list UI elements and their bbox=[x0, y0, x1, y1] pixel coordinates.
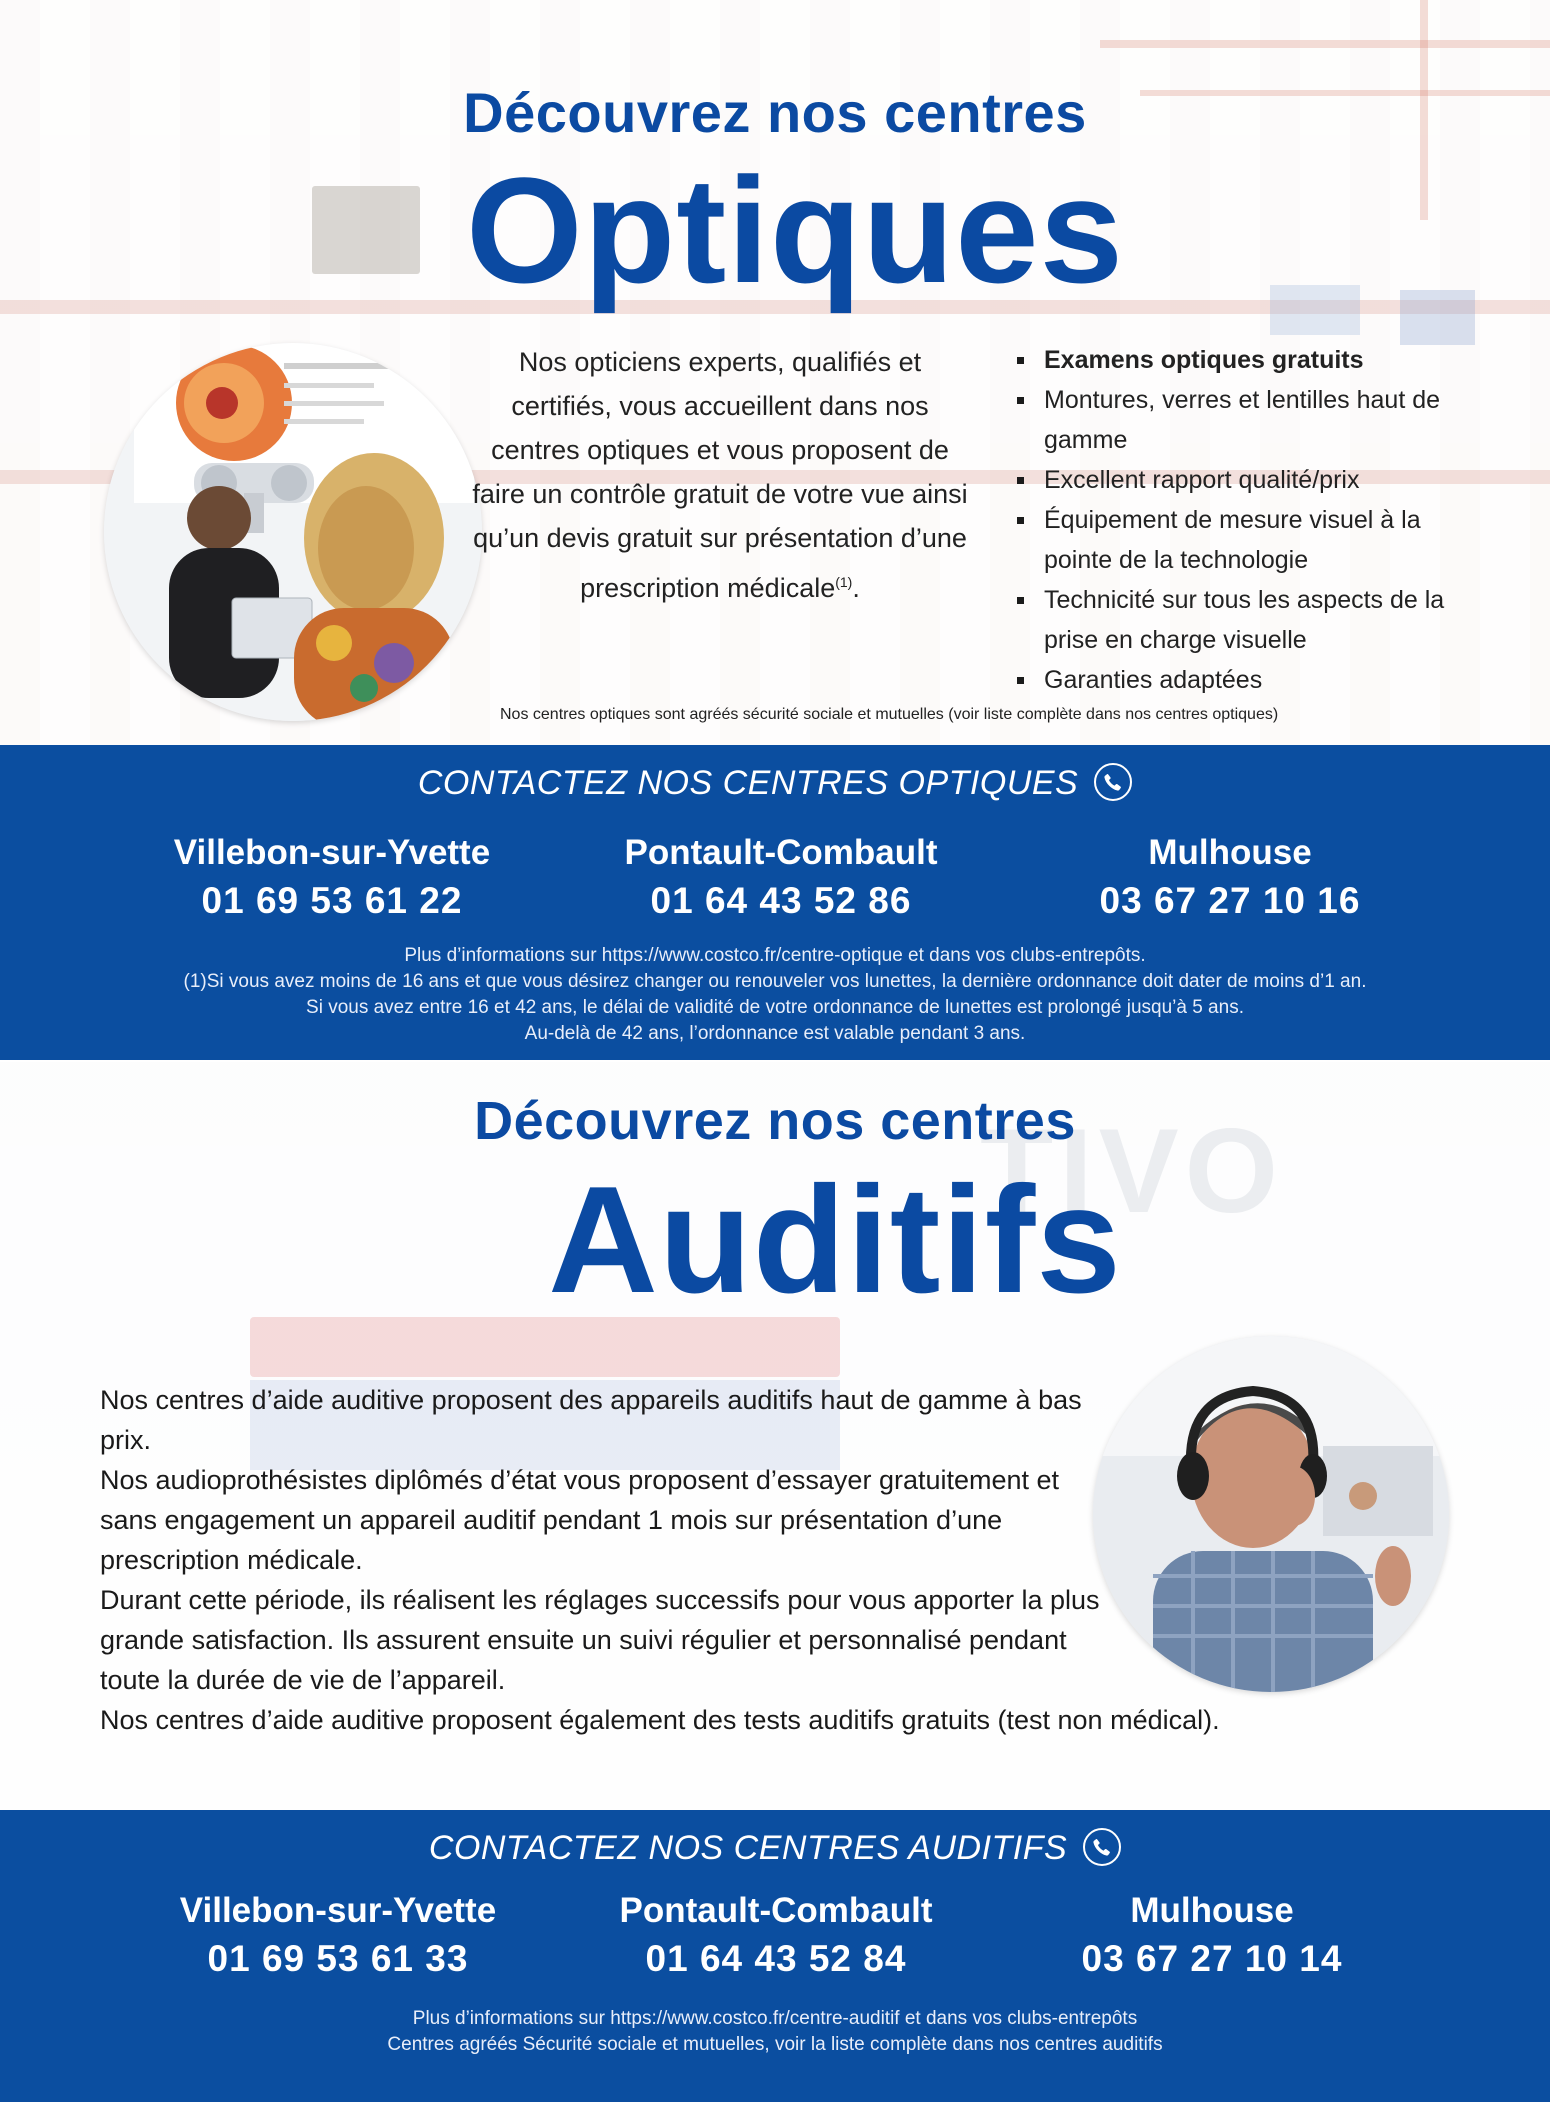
footnote-marker: (1) bbox=[835, 574, 853, 590]
fine-print-line: (1)Si vous avez moins de 16 ans et que vous désirez changer ou renouveler vos lunettes, la dernière ordonnance doit dater de moins d’1 an. bbox=[183, 971, 1367, 992]
contact-phone[interactable]: 03 67 27 10 14 bbox=[1081, 1938, 1343, 1979]
auditif-contact-mulhouse bbox=[982, 1888, 1442, 1984]
auditif-contact-heading-text: CONTACTEZ NOS CENTRES AUDITIFS bbox=[428, 1829, 1068, 1867]
auditif-contact-heading bbox=[0, 1828, 1550, 1868]
optique-contact-mulhouse bbox=[1000, 830, 1460, 926]
phone-icon bbox=[1094, 763, 1132, 801]
auditif-contact-pontault bbox=[546, 1888, 1006, 1984]
contact-phone[interactable]: 01 64 43 52 86 bbox=[650, 880, 912, 921]
optique-feature-list bbox=[1012, 340, 1482, 700]
auditif-paragraph: Nos audioprothésistes diplômés d’état vous proposent d’essayer gratuitement et sans engagement un appareil auditif pendant 1 mois sur présentation d’une prescription médicale. bbox=[100, 1465, 1060, 1575]
fine-print-line: Au-delà de 42 ans, l’ordonnance est valable pendant 3 ans. bbox=[524, 1023, 1026, 1044]
ceiling-beam-decor bbox=[1100, 40, 1550, 48]
optique-feature-item: Garanties adaptées bbox=[1012, 660, 1482, 700]
fine-print-line: Centres agréés Sécurité sociale et mutuelles, voir la liste complète dans nos centres auditifs bbox=[387, 2034, 1163, 2055]
contact-city: Mulhouse bbox=[1148, 833, 1312, 872]
store-sign-decor bbox=[250, 1317, 840, 1377]
contact-phone[interactable]: 03 67 27 10 16 bbox=[1099, 880, 1361, 921]
optique-contact-heading bbox=[0, 763, 1550, 803]
auditif-paragraph: Nos centres d’aide auditive proposent également des tests auditifs gratuits (test non médical). bbox=[100, 1705, 1220, 1735]
auditif-paragraph: Nos centres d’aide auditive proposent des appareils auditifs haut de gamme à bas prix. bbox=[100, 1385, 1082, 1455]
optique-contact-villebon bbox=[102, 830, 562, 926]
contact-phone[interactable]: 01 64 43 52 84 bbox=[645, 1938, 907, 1979]
auditif-contact-band bbox=[0, 1810, 1550, 2102]
optique-contact-heading-text: CONTACTEZ NOS CENTRES OPTIQUES bbox=[417, 764, 1079, 802]
auditif-fine-print bbox=[0, 2006, 1550, 2058]
contact-city: Pontault-Combault bbox=[619, 1891, 933, 1930]
optique-fine-print bbox=[0, 943, 1550, 1047]
optique-feature-item: Technicité sur tous les aspects de la prise en charge visuelle bbox=[1012, 580, 1482, 660]
optique-feature-item: Excellent rapport qualité/prix bbox=[1012, 460, 1482, 500]
optique-feature-item: Examens optiques gratuits bbox=[1012, 340, 1482, 380]
contact-city: Villebon-sur-Yvette bbox=[173, 833, 491, 872]
optique-section bbox=[0, 0, 1550, 745]
contact-city: Mulhouse bbox=[1130, 1891, 1294, 1930]
optician-photo bbox=[104, 343, 482, 721]
fine-print-line: Si vous avez entre 16 et 42 ans, le délai de validité de votre ordonnance de lunettes est prolongé jusqu’à 5 ans. bbox=[306, 997, 1244, 1018]
optique-description bbox=[470, 340, 970, 610]
auditif-contact-villebon bbox=[108, 1888, 568, 1984]
contact-city: Villebon-sur-Yvette bbox=[179, 1891, 497, 1930]
phone-icon bbox=[1083, 1828, 1121, 1866]
optique-approval-note: Nos centres optiques sont agréés sécurité sociale et mutuelles (voir liste complète dans nos centres optiques) bbox=[500, 706, 1279, 723]
optique-contact-band bbox=[0, 745, 1550, 1060]
optique-main-title: Optiques bbox=[465, 146, 1125, 314]
optique-description-text: Nos opticiens experts, qualifiés et certifiés, vous accueillent dans nos centres optiques et vous proposent de faire un contrôle gratuit de votre vue ainsi qu’un devis gratuit sur présentation d’une prescription médicale bbox=[472, 347, 968, 603]
auditif-description bbox=[100, 1380, 1420, 1740]
contact-phone[interactable]: 01 69 53 61 33 bbox=[207, 1938, 469, 1979]
fine-print-line: Plus d’informations sur https://www.costco.fr/centre-optique et dans vos clubs-entrepôts. bbox=[404, 945, 1146, 966]
optique-contact-pontault bbox=[551, 830, 1011, 926]
optician-illustration bbox=[104, 343, 482, 721]
auditif-main-title: Auditifs bbox=[548, 1155, 1122, 1325]
optique-description-end: . bbox=[852, 573, 860, 603]
optique-intro-title: Découvrez nos centres bbox=[463, 81, 1087, 144]
auditif-intro-title: Découvrez nos centres bbox=[474, 1091, 1076, 1151]
contact-phone[interactable]: 01 69 53 61 22 bbox=[201, 880, 463, 921]
optique-feature-item: Montures, verres et lentilles haut de gamme bbox=[1012, 380, 1482, 460]
optique-feature-item: Équipement de mesure visuel à la pointe de la technologie bbox=[1012, 500, 1482, 580]
auditif-paragraph: Durant cette période, ils réalisent les réglages successifs pour vous apporter la plus grande satisfaction. Ils assurent ensuite un suivi régulier et personnalisé pendant toute la durée de vie de l’appareil. bbox=[100, 1585, 1100, 1695]
store-sign-decor: TIVO bbox=[980, 1104, 1285, 1238]
fine-print-line: Plus d’informations sur https://www.costco.fr/centre-auditif et dans vos clubs-entrepôts bbox=[412, 2008, 1138, 2029]
contact-city: Pontault-Combault bbox=[624, 833, 938, 872]
